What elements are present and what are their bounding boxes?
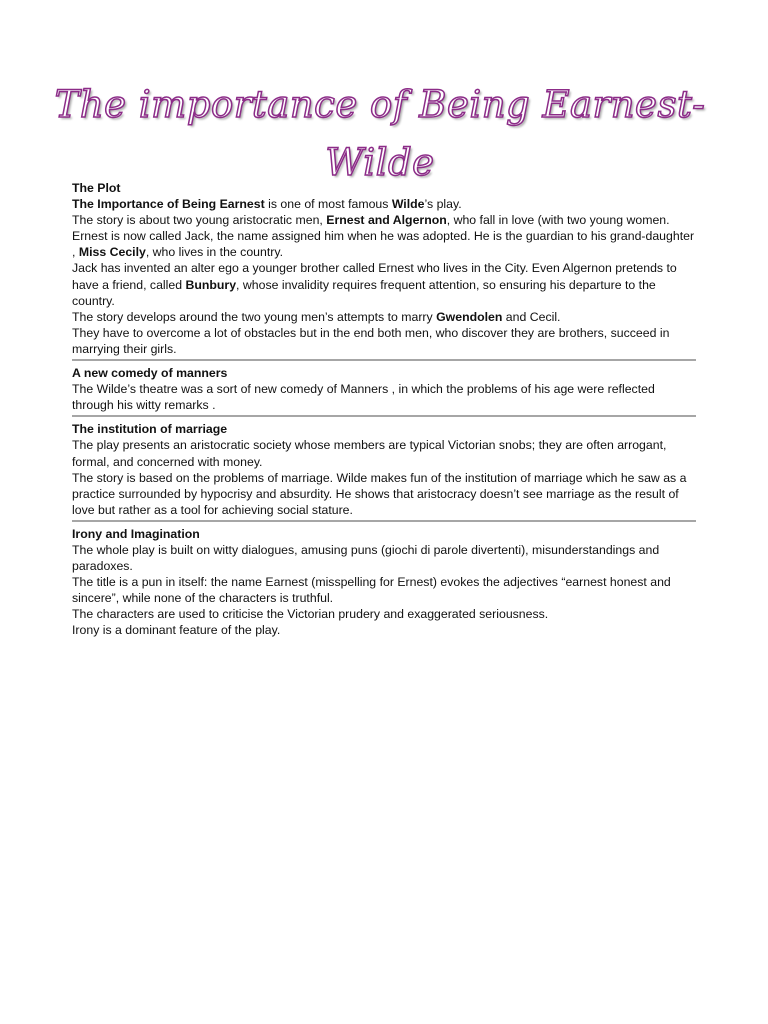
irony-paragraph-4: Irony is a dominant feature of the play. bbox=[72, 623, 281, 638]
plot-paragraph-1 bbox=[72, 196, 696, 212]
character-name-text: Gwendolen bbox=[436, 309, 503, 324]
character-name-text: Bunbury bbox=[185, 277, 237, 292]
character-name-text: Miss Cecily bbox=[78, 245, 146, 260]
plot-paragraph-6: They have to overcome a lot of obstacles but in the end both men, who discover they are brothers, succeed in marrying their girls. bbox=[72, 325, 670, 356]
section-heading-plot: The Plot bbox=[72, 181, 121, 195]
plot-text: Ernest is now called Jack, the name assigned him when he was adopted. He is the guardian to his grand-daughter , bbox=[72, 229, 695, 260]
section-heading-comedy: A new comedy of manners bbox=[72, 366, 228, 381]
plot-text: , who fall in love (with two young women. bbox=[446, 213, 670, 228]
page-title-line-1: The importance of Being Earnest- bbox=[54, 83, 706, 126]
section-heading-marriage: The institution of marriage bbox=[72, 422, 228, 437]
marriage-paragraph-1: The play presents an aristocratic society whose members are typical Victorian snobs; they are often arrogant, formal, and concerned with money. bbox=[72, 438, 667, 469]
plot-paragraph-4 bbox=[72, 260, 696, 308]
section-irony bbox=[72, 526, 696, 641]
plot-text: , who lives in the country. bbox=[145, 245, 283, 260]
plot-paragraph-2 bbox=[72, 212, 696, 228]
plot-text: ’s play. bbox=[424, 197, 462, 212]
plot-text: The story develops around the two young men’s attempts to marry bbox=[72, 309, 437, 324]
section-divider bbox=[72, 359, 696, 361]
plot-text: and Cecil. bbox=[502, 309, 561, 324]
author-name-text: Wilde bbox=[391, 197, 425, 212]
comedy-paragraph-1: The Wilde’s theatre was a sort of new comedy of Manners , in which the problems of his age were reflected through his witty remarks . bbox=[72, 382, 655, 413]
plot-text: Jack has invented an alter ego a younger brother called Ernest who lives in the City. Even Algernon pretends to have a friend, called bbox=[72, 261, 677, 292]
section-heading-irony: Irony and Imagination bbox=[72, 526, 200, 541]
irony-paragraph-3: The characters are used to criticise the Victorian prudery and exaggerated seriousness. bbox=[72, 607, 549, 622]
character-names-text: Ernest and Algernon bbox=[326, 213, 447, 228]
section-divider bbox=[72, 415, 696, 417]
marriage-paragraph-2: The story is based on the problems of marriage. Wilde makes fun of the institution of marriage which he saw as a practice surrounded by hypocrisy and absurdity. He shows that aristocracy doesn’t see marriage as the result of love but rather as a tool for achieving social stature. bbox=[72, 470, 687, 517]
plot-text: The story is about two young aristocratic men, bbox=[72, 213, 327, 228]
section-plot bbox=[72, 180, 696, 359]
section-divider bbox=[72, 520, 696, 522]
play-title-text: The Importance of Being Earnest bbox=[72, 197, 265, 212]
section-marriage bbox=[72, 421, 696, 520]
irony-paragraph-1: The whole play is built on witty dialogues, amusing puns (giochi di parole divertenti), misunderstandings and paradoxes. bbox=[72, 542, 660, 574]
irony-paragraph-2: The title is a pun in itself: the name Earnest (misspelling for Ernest) evokes the adjectives “earnest honest and sincere”, while none of the characters is truthful. bbox=[72, 575, 671, 606]
plot-paragraph-5 bbox=[72, 309, 696, 325]
plot-text: , whose invalidity requires frequent attention, so ensuring his departure to the country. bbox=[72, 277, 656, 308]
plot-paragraph-3 bbox=[72, 228, 696, 260]
plot-text: is one of most famous bbox=[264, 197, 392, 212]
document-body bbox=[72, 180, 696, 641]
section-comedy-of-manners bbox=[72, 365, 696, 415]
page-title-line-2: Wilde bbox=[325, 141, 435, 184]
